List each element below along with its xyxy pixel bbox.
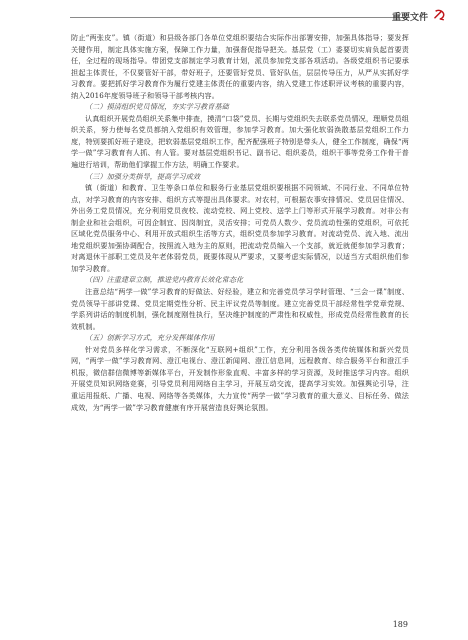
page-number: 189 — [392, 620, 408, 629]
document-body — [71, 32, 409, 413]
section-heading: （四）注重建章立制，推进党内教育长效化常态化 — [85, 275, 244, 285]
section-heading: （五）创新学习方式，充分发挥媒体作用 — [85, 333, 215, 343]
paragraph: 针对党员多样化学习需求，不断深化“互联网+组织”工作，充分利用各级各类传统媒体和新兴党员网，“两学一做”学习教育网、澄江电视台、澄江新闻网、澄江信息网，远程教育、综合服务平台和澄江手机报，微信群信微博等新媒体平台，开发制作形象直观、丰富多样的学习资源，及时推送学习内容。组织开展党员知识网络竞赛，引导党员利用网络自主学习，开展互动交流，提高学习实效。加强舆论引导，注重运用报纸、广播、电视、网络等各类媒体，大力宣传“两学一做”学习教育的重大意义、目标任务、做法成效，为“两学一做”学习教育健康有序开展营造良好舆论氛围。 — [71, 344, 409, 412]
paragraph: 注意总结“两学一做”学习教育的好做法、好经验，建立和完善党员学习学时管理、“三会一课”制度、党员领导干部讲党课、党员定期党性分析、民主评议党员等制度。建立完善党员干部经常性学党章党规、学系列讲话的制度机制，强化制度刚性执行，坚决维护制度的严肃性和权威性，形成党员经常性教育的长效机制。 — [71, 287, 409, 331]
section-heading: （二）摸清组织党员情况，夯实学习教育基础 — [85, 102, 229, 112]
page-header — [0, 0, 468, 30]
section-heading: （三）加强分类指导，提高学习成效 — [85, 171, 201, 181]
header-title: 重要文件 — [391, 13, 428, 23]
header-rule — [70, 17, 406, 18]
paragraph: 防止“两张皮”。镇（街道）和县级各部门各单位党组织要结合实际作出部署安排，加强具体指导；要发挥关键作用，制定具体实施方案，保障工作力量，加强督促指导把关。基层党（工）委要切实肩负起首要责任，全过程的现场指导。带团党支部制定学习教育计划，派员参加党支部各项活动。各级党组织书记要承担起主体责任，不仅要管好干部，带好班子，还要管好党员、管好队伍，层层传导压力，从严从实抓好学习教育。要把抓好学习教育作为履行党建主体责任的重要内容，纳入党建工作述职评议考核的重要内容，纳入2016年度领导班子和领导干部考核内容。 — [71, 33, 409, 100]
party-emblem-icon — [433, 8, 446, 21]
paragraph: 认真组织开展党员组织关系集中排查，摸清“口袋”党员、长期与党组织失去联系党员情况，理顺党员组织关系，努力使每名党员都纳入党组织有效管理，参加学习教育。加大强化软弱涣散基层党组织工作力度，特别要抓好班子建设，把软弱基层党组织工作，配齐配强班子特别是带头人，健全工作制度，确保“两学一做”学习教育有人抓、有人管。要对基层党组织书记、副书记、组织委员，组织干事等党务工作骨干普遍进行培训，帮助他们掌握工作方法，明确工作要求。 — [71, 113, 409, 170]
paragraph: 镇（街道）和教育、卫生等条口单位和服务行业基层党组织要根据不同领域、不同行业、不同单位特点，对学习教育的内容安排、组织方式等提出具体要求。对农村，可根据农事安排情况、党员居住情况、外出务工党员情况，充分利用党员夜校、流动党校、网上党校、送学上门等形式开展学习教育。对非公有制企业和社会组织，可因企制宜、因岗制宜，灵活安排；可党员人数少、党员流动性强的党组织，可依托区域化党员服务中心、利用开放式组织生活等方式，组织党员参加学习教育。对流动党员、流入地、流出地党组织要加强协调配合，按照流入地为主的原则，把流动党员编入一个支部，就近就便参加学习教育；对离退休干部职工党员及年老体弱党员，既要体现从严要求，又要考虑实际情况，以适当方式组织他们参加学习教育。 — [71, 183, 409, 273]
